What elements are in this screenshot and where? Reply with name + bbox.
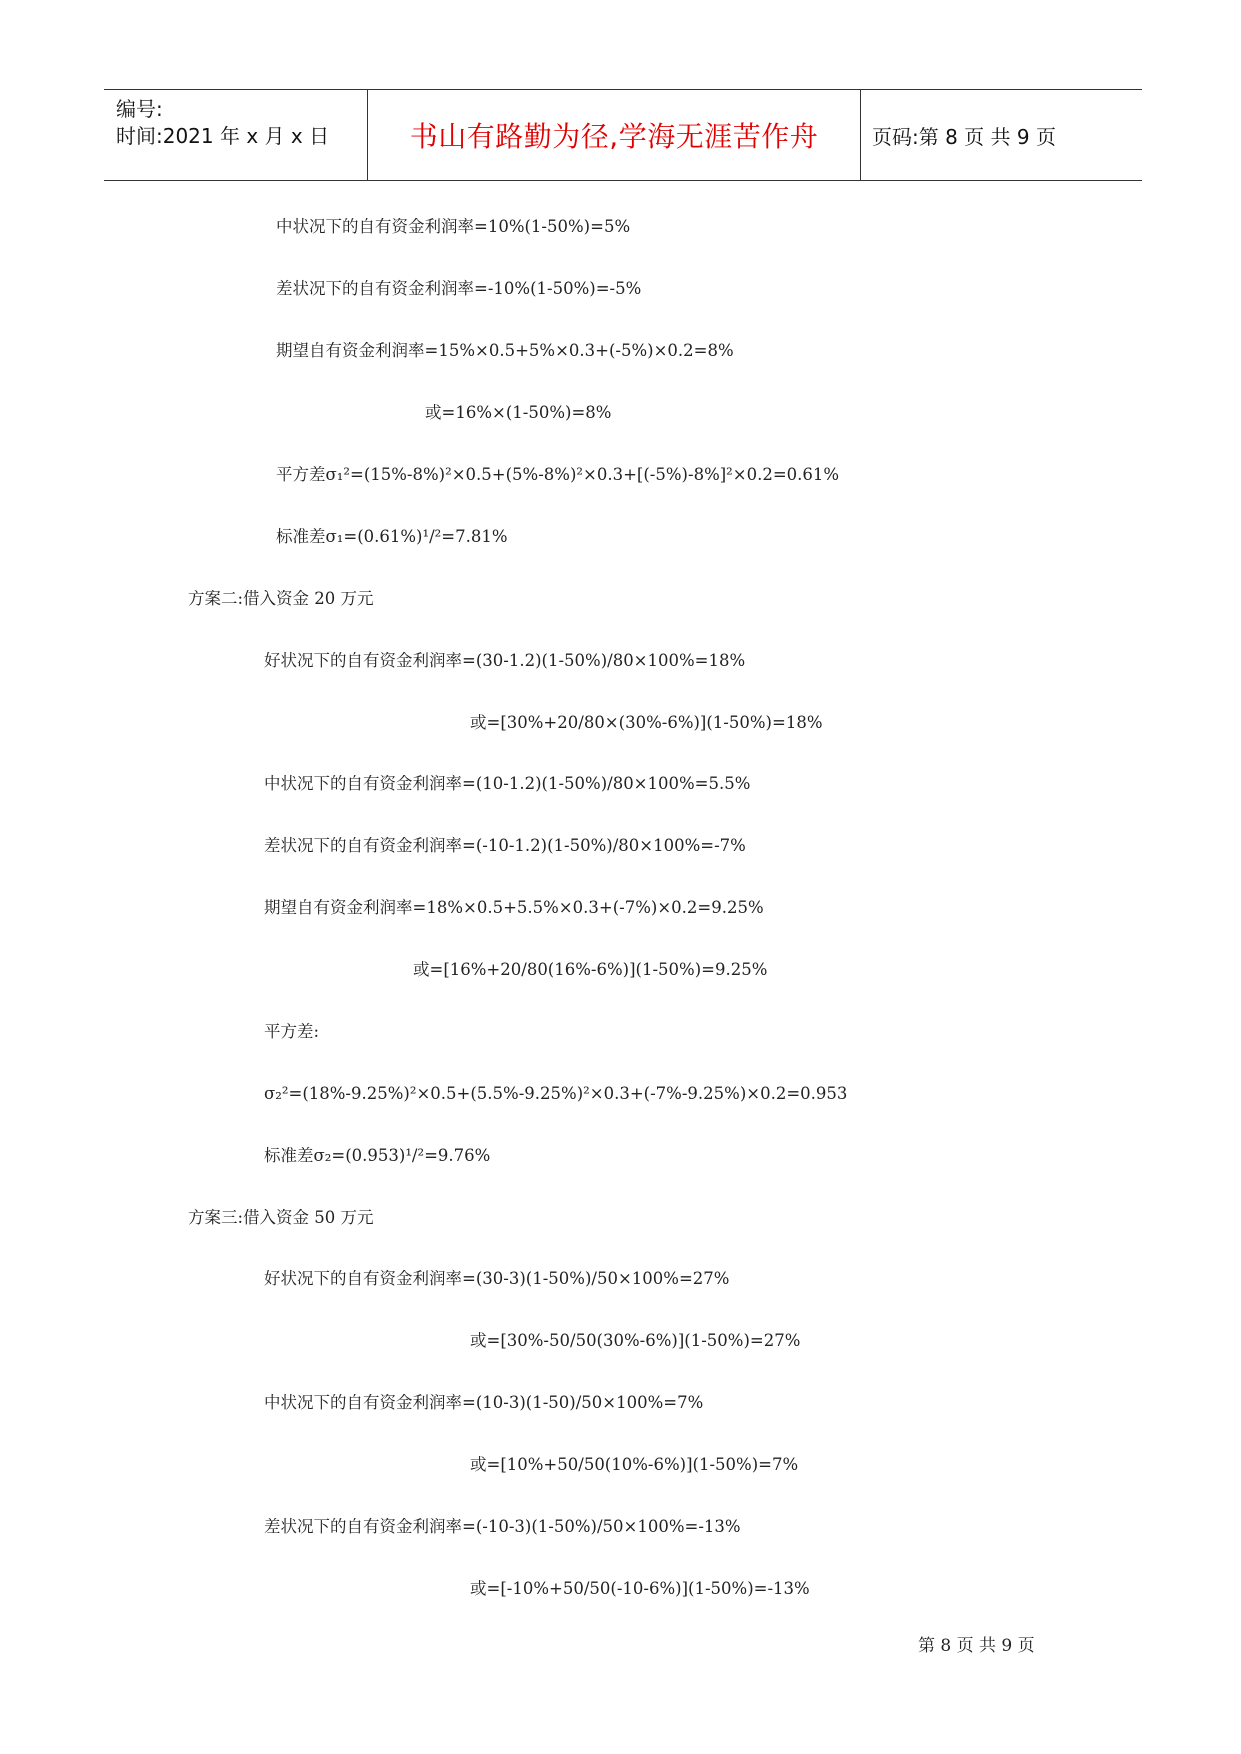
formula-line: 平方差σ₁²=(15%-8%)²×0.5+(5%-8%)²×0.3+[(-5%)-8%]²×0.2=0.61% — [276, 465, 840, 484]
header-page-number: 页码:第 8 页 共 9 页 — [872, 124, 1056, 149]
page-footer: 第 8 页 共 9 页 — [918, 1636, 1035, 1656]
section-heading: 方案二:借入资金 20 万元 — [188, 589, 374, 608]
formula-line: σ₂²=(18%-9.25%)²×0.5+(5.5%-9.25%)²×0.3+(-7%-9.25%)×0.2=0.953 — [264, 1084, 848, 1103]
formula-line: 中状况下的自有资金利润率=(10-1.2)(1-50%)/80×100%=5.5% — [264, 774, 751, 793]
formula-line: 或=16%×(1-50%)=8% — [425, 403, 612, 422]
header-meta — [116, 96, 366, 150]
header-divider — [860, 90, 861, 180]
formula-line: 或=[16%+20/80(16%-6%)](1-50%)=9.25% — [413, 960, 768, 979]
section-heading: 方案三:借入资金 50 万元 — [188, 1208, 374, 1227]
formula-line: 期望自有资金利润率=18%×0.5+5.5%×0.3+(-7%)×0.2=9.25% — [264, 898, 764, 917]
formula-line: 标准差σ₁=(0.61%)¹/²=7.81% — [276, 527, 508, 546]
page-header — [104, 89, 1142, 181]
formula-line: 中状况下的自有资金利润率=(10-3)(1-50)/50×100%=7% — [264, 1393, 704, 1412]
header-motto: 书山有路勤为径,学海无涯苦作舟 — [409, 120, 819, 153]
formula-line: 或=[-10%+50/50(-10-6%)](1-50%)=-13% — [470, 1579, 810, 1598]
document-number-label: 编号: — [116, 97, 163, 121]
header-divider — [367, 90, 368, 180]
formula-line: 或=[30%+20/80×(30%-6%)](1-50%)=18% — [470, 713, 823, 732]
formula-line: 中状况下的自有资金利润率=10%(1-50%)=5% — [276, 217, 631, 236]
formula-line: 标准差σ₂=(0.953)¹/²=9.76% — [264, 1146, 491, 1165]
formula-line: 差状况下的自有资金利润率=(-10-3)(1-50%)/50×100%=-13% — [264, 1517, 741, 1536]
formula-line: 好状况下的自有资金利润率=(30-1.2)(1-50%)/80×100%=18% — [264, 651, 746, 670]
formula-line: 或=[30%-50/50(30%-6%)](1-50%)=27% — [470, 1331, 801, 1350]
formula-line: 或=[10%+50/50(10%-6%)](1-50%)=7% — [470, 1455, 799, 1474]
formula-line: 期望自有资金利润率=15%×0.5+5%×0.3+(-5%)×0.2=8% — [276, 341, 734, 360]
formula-line: 好状况下的自有资金利润率=(30-3)(1-50%)/50×100%=27% — [264, 1269, 730, 1288]
formula-line: 差状况下的自有资金利润率=(-10-1.2)(1-50%)/80×100%=-7% — [264, 836, 746, 855]
formula-line: 平方差: — [264, 1022, 320, 1041]
formula-line: 差状况下的自有资金利润率=-10%(1-50%)=-5% — [276, 279, 642, 298]
document-time-label: 时间:2021 年 x 月 x 日 — [116, 124, 330, 148]
